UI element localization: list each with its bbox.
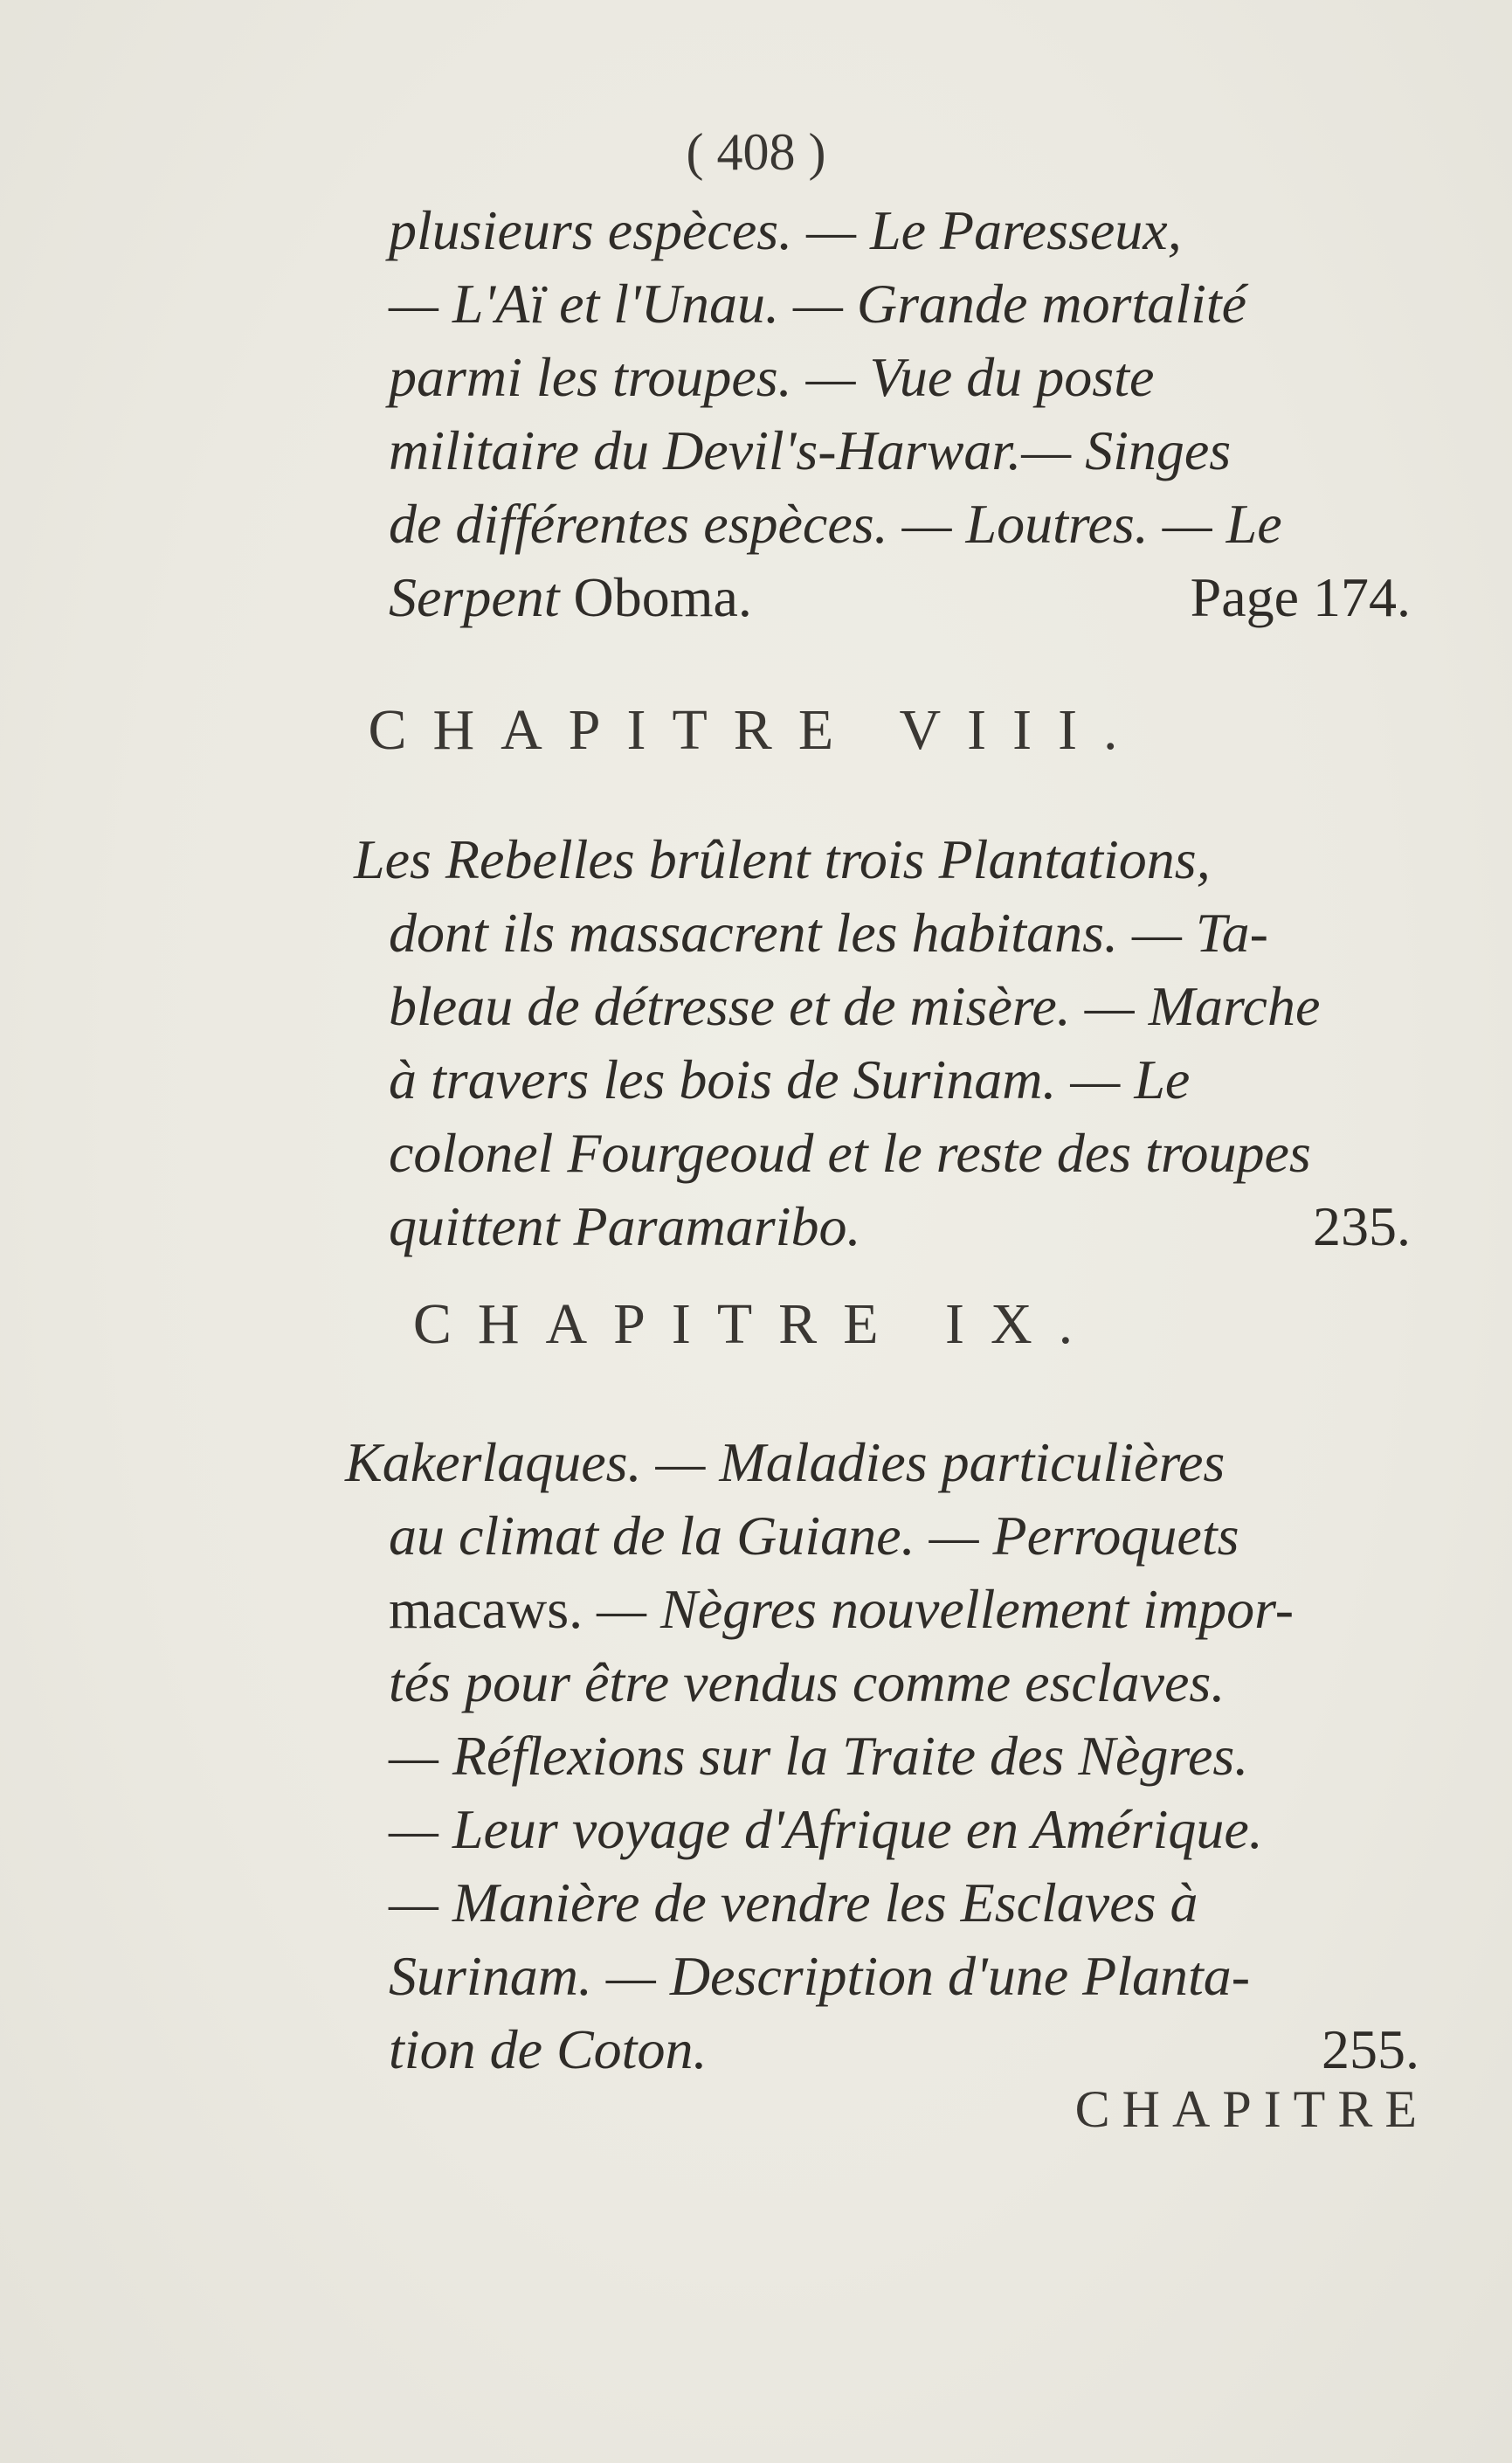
line-text: parmi les troupes. — Vue du poste [389,346,1155,408]
page-number: ( 408 ) [686,123,826,181]
text-line [389,1573,1419,1646]
line-text: tés pour être vendus comme esclaves. [389,1651,1225,1713]
text-line [389,488,1411,561]
line-text: bleau de détresse et de misère. — Marche [389,975,1321,1037]
text-line [345,1426,1424,1499]
line-text: à travers les bois de Surinam. — Le [389,1048,1191,1110]
line-text: quittent Paramaribo. [389,1195,861,1257]
text-line [389,970,1411,1043]
line-text-italic: — Nègres nouvellement impor- [597,1578,1295,1640]
text-line [389,1866,1419,1940]
serpent-text: Serpent [389,566,560,628]
text-line [389,561,1411,634]
text-line [389,1117,1411,1190]
text-line [389,1793,1419,1866]
text-line [354,823,1411,896]
line-text: de différentes espèces. — Loutres. — Le [389,493,1282,555]
text-line [389,1646,1419,1719]
line-text: dont ils massacrent les habitans. — Ta- [389,902,1268,964]
catchword: CHAPITRE [1074,2080,1429,2138]
line-text: Kakerlaques. — Maladies particulières [345,1431,1225,1493]
line-text: au climat de la Guiane. — Perroquets [389,1505,1239,1567]
line-text: — Manière de vendre les Esclaves à [389,1871,1198,1934]
line-text: militaire du Devil's-Harwar.— Singes [389,419,1232,481]
text-line [389,1043,1411,1117]
line-text: — L'Aï et l'Unau. — Grande mortalité [389,273,1247,335]
line-text: — Réflexions sur la Traite des Nègres. [389,1725,1249,1787]
line-text: tion de Coton. [389,2018,708,2080]
line-text: colonel Fourgeoud et le reste des troupes [389,1122,1311,1184]
page-reference: 255. [1322,2018,1419,2080]
text-line [389,194,1411,267]
text-line [389,1499,1419,1573]
text-line [389,414,1411,488]
chapter-heading: CHAPITRE IX. [412,1292,1100,1356]
line-text: — Leur voyage d'Afrique en Amérique. [389,1798,1263,1860]
text-line [389,267,1411,341]
line-text: Les Rebelles brûlent trois Plantations, [354,828,1211,890]
chapter-heading: CHAPITRE VIII. [368,698,1144,762]
page-reference: 235. [1313,1195,1411,1257]
oboma-text: Oboma. [573,566,752,628]
text-line [389,341,1411,414]
line-text [389,561,752,634]
text-line [389,896,1411,970]
text-line [389,2013,1419,2086]
line-text: plusieurs espèces. — Le Paresseux, [389,199,1182,261]
page-reference: Page 174. [1190,566,1411,628]
text-line [389,1940,1419,2013]
line-text [389,1573,1294,1646]
line-text: Surinam. — Description d'une Planta- [389,1945,1251,2007]
macaws-text: macaws. [389,1578,583,1640]
text-line [389,1719,1419,1793]
text-line [389,1190,1411,1263]
